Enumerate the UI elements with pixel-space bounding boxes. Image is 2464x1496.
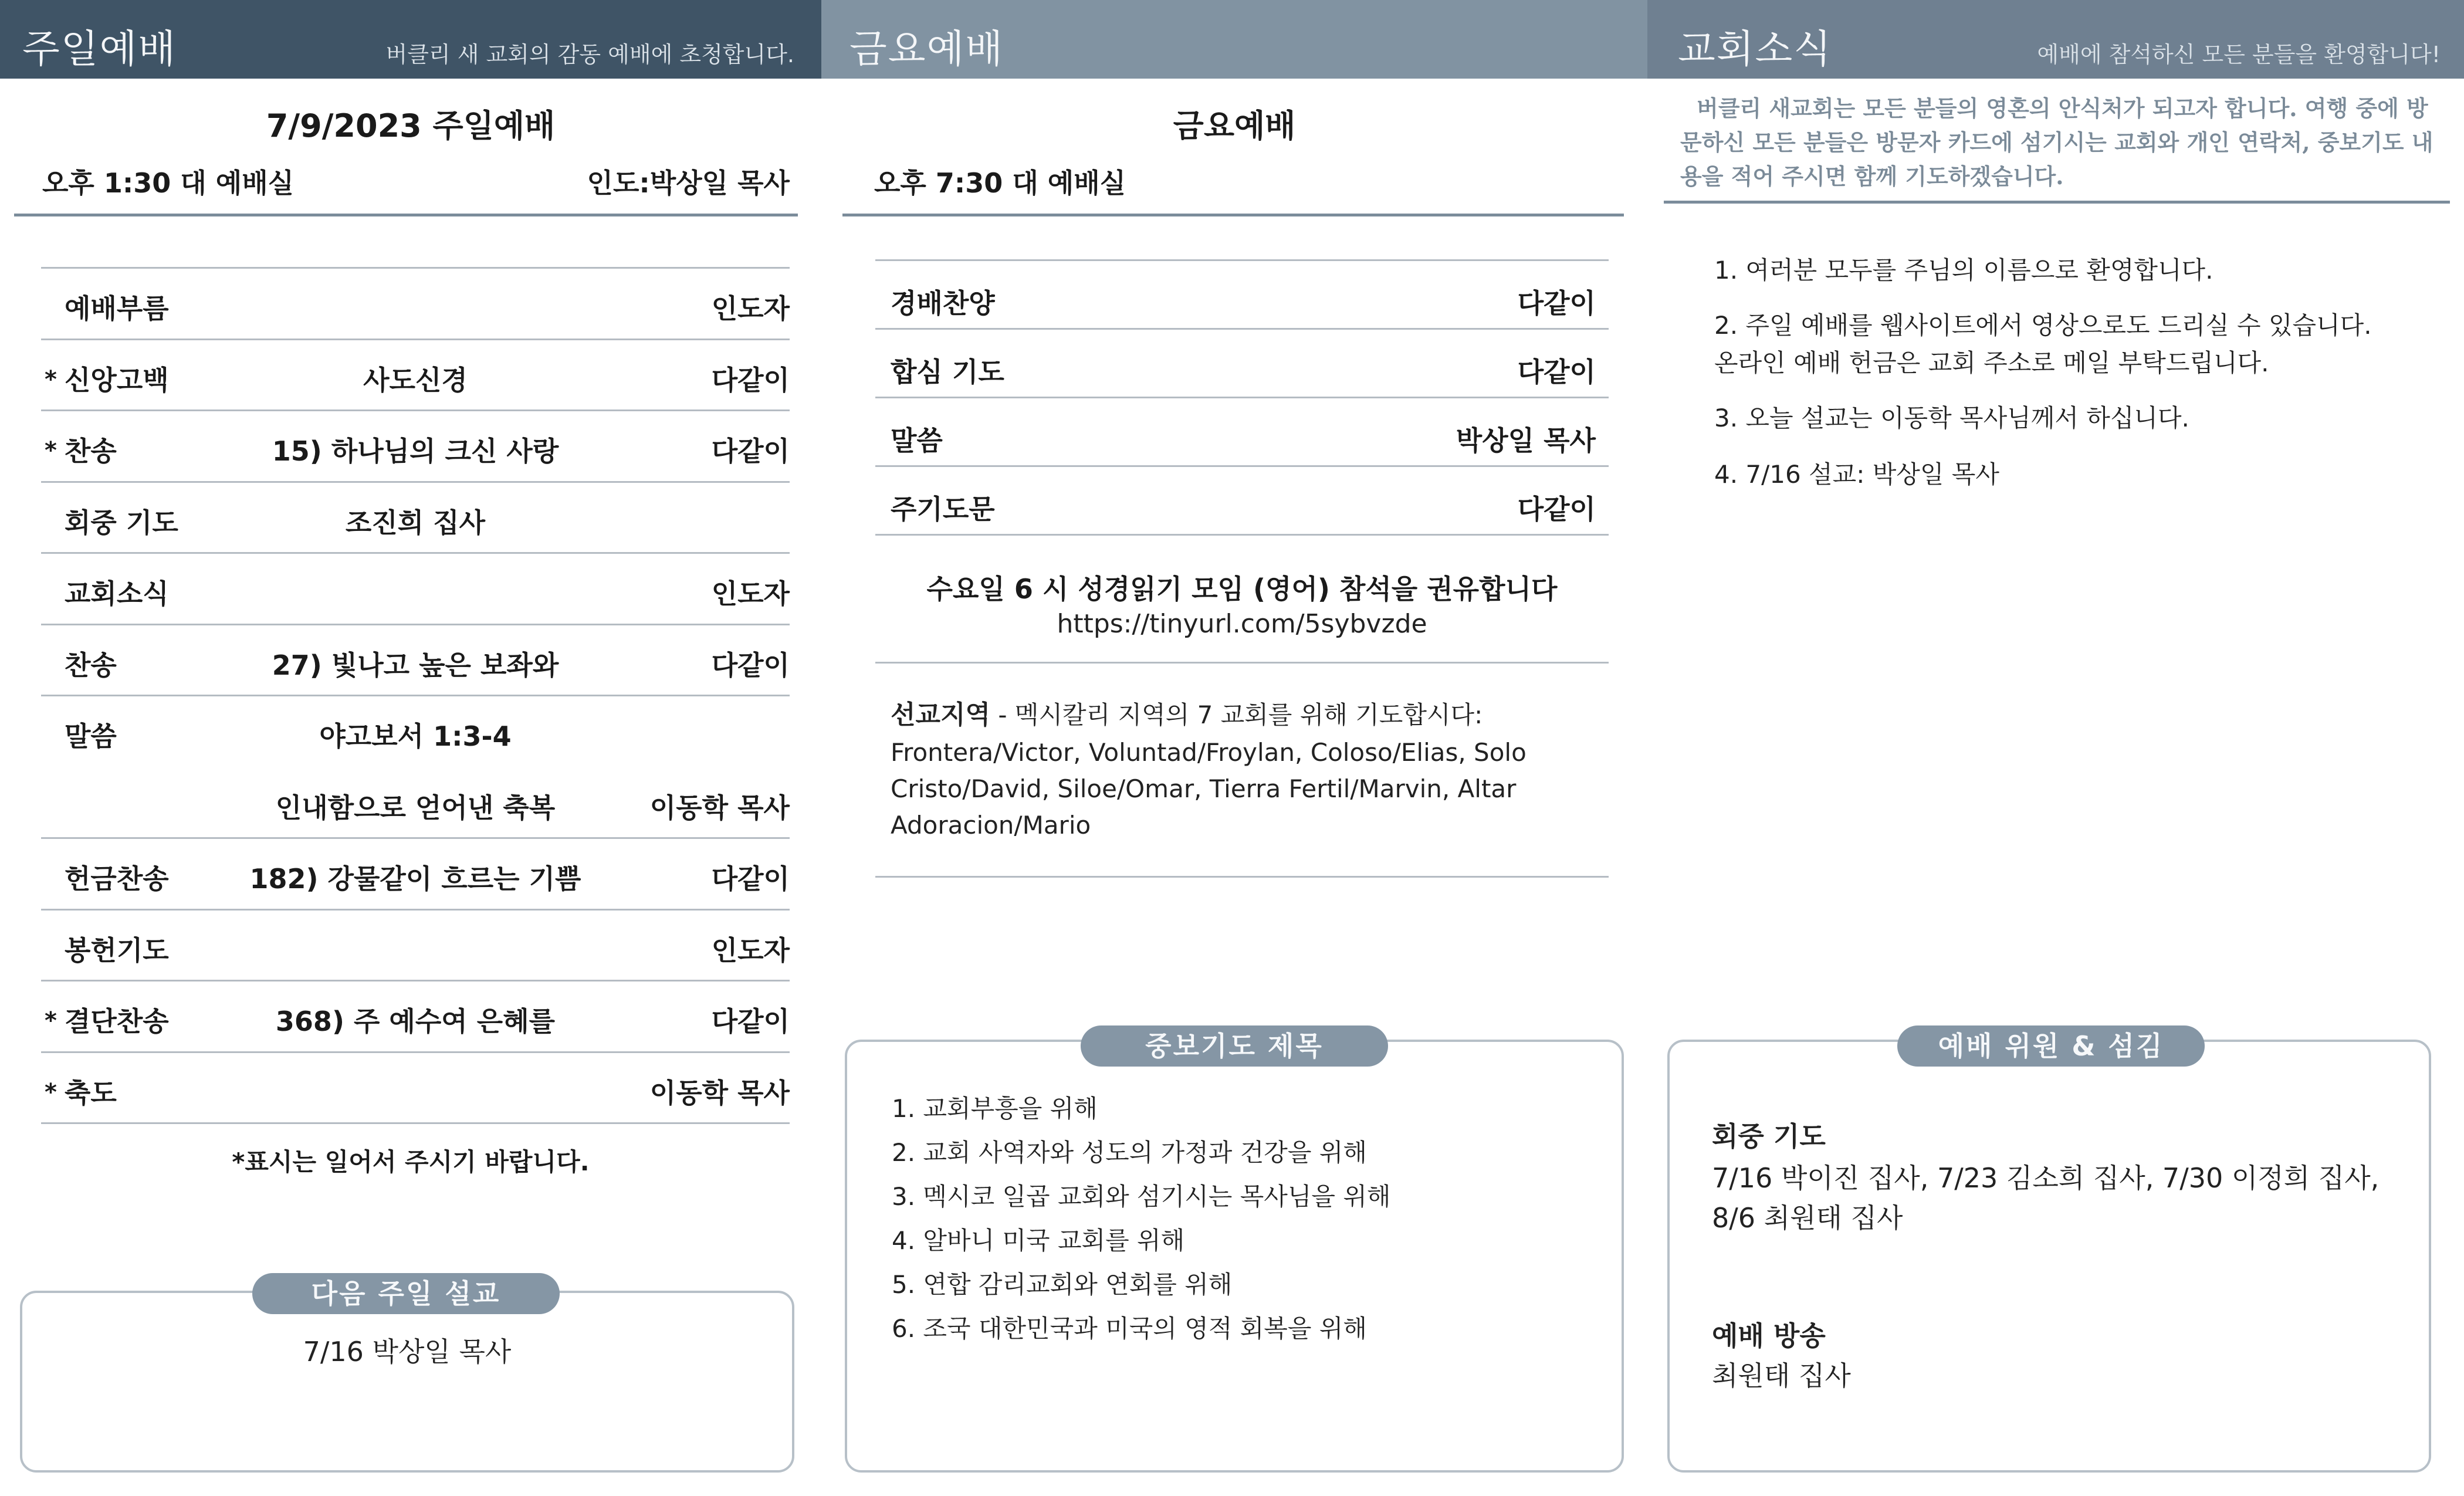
order-item-detail: 15) 하나님의 크신 사랑	[272, 435, 559, 467]
prayer-topics-box	[845, 1040, 1624, 1473]
sunday-header	[0, 0, 821, 79]
order-row	[41, 411, 790, 483]
order-item-label: 찬송	[65, 649, 117, 681]
next-sermon-box	[20, 1291, 794, 1473]
friday-divider	[875, 662, 1609, 664]
order-item-leader: 인도자	[711, 578, 790, 610]
order-item-leader: 다같이	[711, 1006, 790, 1037]
news-item: 온라인 예배 헌금은 교회 주소로 메일 부탁드립니다.	[1714, 348, 2269, 377]
order-item-label: 헌금찬송	[65, 863, 169, 895]
worship-staff-heading: 예배 위원 & 섬김	[1897, 1025, 2205, 1067]
order-item-leader: 다같이	[1517, 493, 1596, 525]
bible-study-notice: 수요일 6 시 성경읽기 모임 (영어) 참석을 권유합니다	[926, 573, 1558, 605]
order-item-detail: 182) 강물같이 흐르는 기쁨	[249, 863, 581, 895]
friday-title: 금요예배	[1173, 107, 1296, 144]
prayer-topic: 2. 교회 사역자와 성도의 가정과 건강을 위해	[892, 1138, 1367, 1167]
prayer-topics-list	[892, 1087, 1390, 1351]
congregational-prayer-label: 회중 기도	[1712, 1121, 1826, 1152]
prayer-topic: 5. 연합 감리교회와 연회를 위해	[892, 1270, 1233, 1299]
mission-divider	[875, 876, 1609, 878]
prayer-topic: 1. 교회부흥을 위해	[892, 1094, 1098, 1123]
news-item: 1. 여러분 모두를 주님의 이름으로 환영합니다.	[1714, 256, 2213, 285]
friday-title-divider	[842, 214, 1624, 216]
stand-note: *표시는 일어서 주시기 바랍니다.	[232, 1148, 590, 1176]
bible-study-link[interactable]: https://tinyurl.com/5sybvzde	[1057, 609, 1427, 639]
friday-header-title: 금요예배	[849, 26, 1004, 72]
order-item-leader: 다같이	[711, 649, 790, 681]
order-item-label: 결단찬송	[65, 1006, 169, 1037]
order-item-label: 축도	[65, 1077, 117, 1109]
broadcast-label: 예배 방송	[1712, 1320, 1826, 1352]
news-item: 4. 7/16 설교: 박상일 목사	[1714, 460, 1999, 489]
order-row	[41, 625, 790, 697]
order-item-label: 말씀	[891, 425, 943, 456]
mission-churches: Frontera/Victor, Voluntad/Froylan, Coloso/Elias, Solo Cristo/David, Siloe/Omar, Tierra Fertil/Marvin, Altar Adoracion/Mario	[891, 738, 1527, 840]
prayer-topic: 3. 멕시코 일곱 교회와 섬기시는 목사님을 위해	[892, 1182, 1391, 1211]
order-row	[41, 696, 790, 768]
order-row	[41, 483, 790, 554]
order-item-detail: 사도신경	[363, 364, 468, 396]
prayer-topic: 6. 조국 대한민국과 미국의 영적 회복을 위해	[892, 1314, 1367, 1343]
order-item-leader: 인도자	[711, 934, 790, 966]
order-row	[875, 261, 1609, 330]
prayer-topic: 4. 알바니 미국 교회를 위해	[892, 1226, 1185, 1255]
order-row	[875, 330, 1609, 398]
order-item-label: 봉헌기도	[65, 934, 169, 966]
sunday-time-place: 오후 1:30 대 예배실	[42, 167, 295, 199]
order-item-leader: 다같이	[711, 435, 790, 467]
congregational-prayer-schedule: 7/16 박이진 집사, 7/23 김소희 집사, 7/30 이정희 집사, 8/6 최원태 집사	[1712, 1162, 2380, 1234]
mission-intro: - 멕시칼리 지역의 7 교회를 위해 기도합시다:	[990, 700, 1483, 729]
sunday-header-title: 주일예배	[22, 26, 177, 72]
stand-marker: *	[45, 437, 57, 464]
broadcast-person: 최원태 집사	[1712, 1360, 1851, 1392]
order-item-detail: 조진희 집사	[345, 506, 486, 539]
stand-marker: *	[45, 1007, 57, 1034]
prayer-topics-heading: 중보기도 제목	[1081, 1025, 1388, 1067]
order-item-detail: 368) 주 예수여 은혜를	[275, 1006, 556, 1037]
sunday-title-divider	[14, 214, 798, 216]
friday-order-of-service	[875, 259, 1609, 536]
worship-staff-box	[1667, 1040, 2431, 1473]
news-item: 3. 오늘 설교는 이동학 목사님께서 하십니다.	[1714, 404, 2189, 432]
order-item-leader: 박상일 목사	[1456, 425, 1596, 456]
sermon-title: 인내함으로 얻어낸 축복	[275, 791, 556, 824]
mission-section	[891, 697, 1600, 733]
church-news-panel	[1647, 0, 2464, 1496]
order-row	[41, 768, 790, 840]
order-item-leader: 다같이	[711, 863, 790, 895]
stand-marker: *	[45, 1078, 57, 1106]
sunday-header-subtitle: 버클리 새 교회의 감동 예배에 초청합니다.	[385, 42, 794, 67]
order-item-label: 말씀	[65, 720, 117, 752]
order-row	[41, 554, 790, 625]
order-item-leader: 다같이	[1517, 356, 1596, 388]
order-item-label: 합심 기도	[891, 356, 1004, 388]
order-row	[41, 981, 790, 1053]
order-item-leader: 이동학 목사	[649, 1077, 790, 1109]
order-item-label: 주기도문	[891, 493, 995, 525]
order-item-leader: 다같이	[1517, 287, 1596, 319]
mission-label: 선교지역	[891, 700, 991, 730]
friday-time-place: 오후 7:30 대 예배실	[874, 167, 1126, 199]
order-row	[875, 398, 1609, 467]
news-header-title: 교회소식	[1678, 26, 1833, 72]
order-row	[41, 1053, 790, 1125]
news-item: 2. 주일 예배를 웹사이트에서 영상으로도 드리실 수 있습니다.	[1714, 311, 2372, 340]
order-row	[41, 911, 790, 982]
sunday-title: 7/9/2023 주일예배	[266, 107, 556, 144]
next-sermon-heading: 다음 주일 설교	[252, 1273, 560, 1314]
news-divider	[1664, 201, 2450, 204]
order-item-leader: 인도자	[711, 293, 790, 324]
order-item-label: 신앙고백	[65, 364, 169, 396]
order-item-label: 찬송	[65, 435, 117, 467]
order-item-leader: 다같이	[711, 364, 790, 396]
order-item-label: 회중 기도	[65, 506, 178, 539]
order-row	[41, 839, 790, 911]
news-header-subtitle: 예배에 참석하신 모든 분들을 환영합니다!	[2037, 42, 2441, 67]
order-item-leader: 이동학 목사	[649, 791, 790, 824]
order-item-label: 경배찬양	[891, 287, 995, 319]
order-item-label: 교회소식	[65, 578, 169, 610]
order-row	[41, 340, 790, 412]
order-item-detail: 27) 빛나고 높은 보좌와	[272, 649, 559, 681]
sunday-worship-panel	[0, 0, 821, 1496]
next-sermon-text: 7/16 박상일 목사	[303, 1336, 512, 1368]
stand-marker: *	[45, 365, 57, 393]
order-item-label: 예배부름	[65, 293, 169, 324]
sunday-leader: 인도:박상일 목사	[587, 167, 790, 199]
sunday-order-of-service	[41, 267, 790, 1124]
order-row	[41, 269, 790, 340]
news-intro: 버클리 새교회는 모든 분들의 영혼의 안식처가 되고자 합니다. 여행 중에 방문하신 모든 분들은 방문자 카드에 섬기시는 교회와 개인 연락처, 중보기도 내용을 적어 주시면 함께 기도하겠습니다.	[1680, 95, 2433, 189]
friday-header	[821, 0, 1647, 79]
order-row	[875, 467, 1609, 536]
news-header	[1647, 0, 2464, 79]
order-item-detail: 야고보서 1:3-4	[319, 720, 512, 752]
